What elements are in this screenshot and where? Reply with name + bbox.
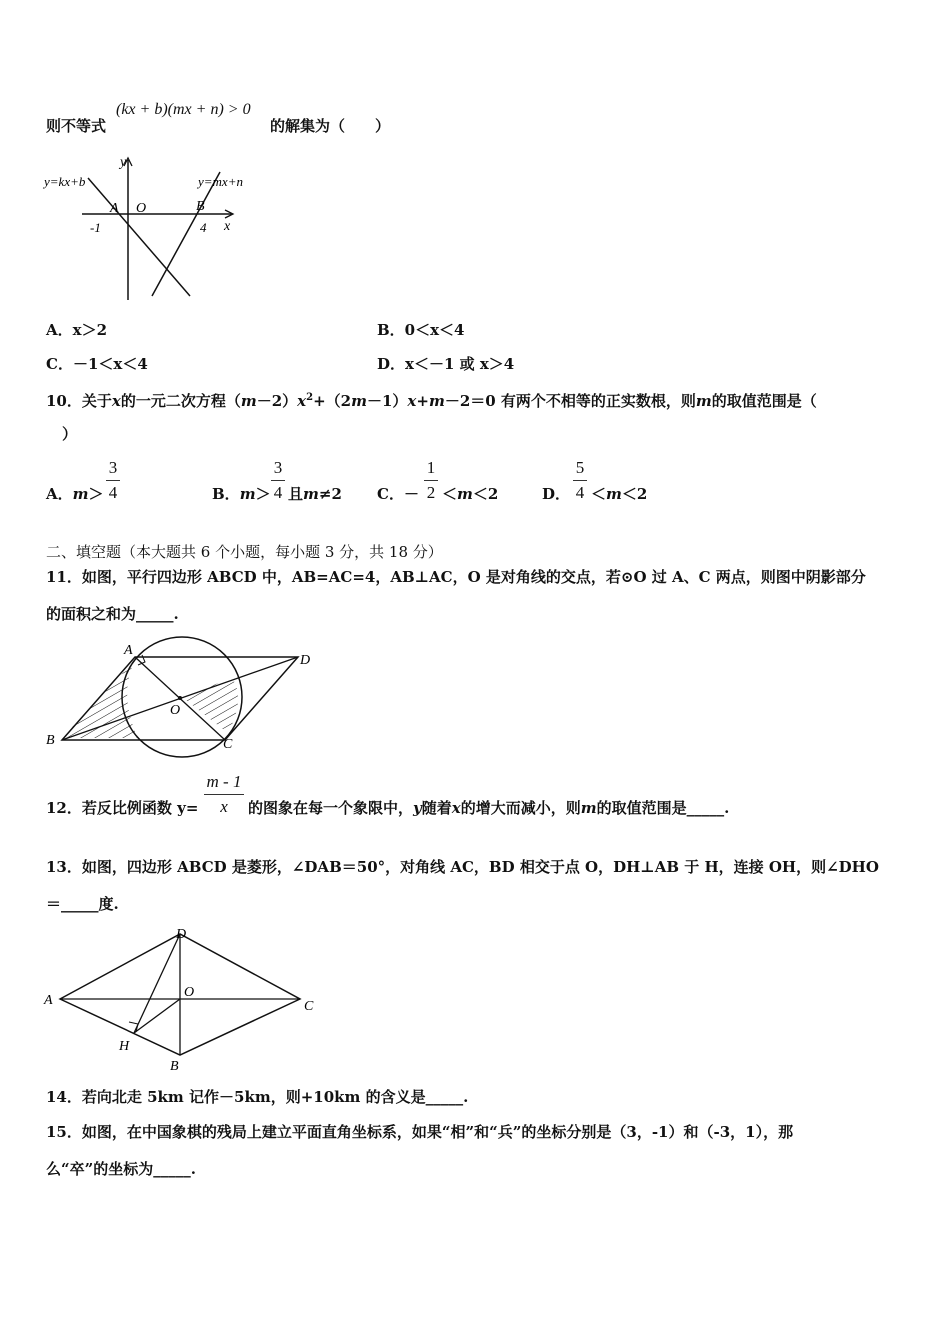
q10-option-a: A．m＞	[46, 485, 104, 503]
q10-option-b: B．m＞	[212, 485, 271, 503]
section2-title: 二、填空题（本大题共 6 个小题，每小题 3 分，共 18 分）	[46, 543, 443, 561]
q10-close: ）	[62, 425, 78, 443]
label-c: C	[223, 737, 233, 752]
q10-a-fraction: 3 4	[106, 458, 120, 503]
q13-line1: 13．如图，四边形 ABCD 是菱形，∠DAB＝50°，对角线 AC，BD 相交于点 O，DH⊥AB 于 H，连接 OH，则∠DHO	[46, 858, 879, 876]
line-kx-b	[88, 178, 190, 296]
q12-lead: 12．若反比例函数 y=	[46, 799, 199, 817]
origin-label: O	[136, 201, 147, 216]
label-d: D	[300, 653, 311, 668]
q9-tail: 的解集为（ ）	[270, 117, 391, 135]
label-d: D	[176, 927, 187, 942]
q11-figure	[40, 640, 330, 760]
line-mx-n	[152, 172, 220, 296]
x-axis-label: x	[224, 219, 231, 234]
q10-option-d: D．	[542, 485, 571, 503]
q9-option-a: A．x＞2	[46, 321, 108, 339]
q11-line2: 的面积之和为_____.	[46, 605, 179, 623]
shaded-right	[182, 678, 238, 733]
q10-b-fraction: 3 4	[271, 458, 285, 503]
label-a: A	[124, 643, 133, 658]
q10-c-fraction: 1 2	[424, 458, 438, 503]
q10-option-b-tail: 且m≠2	[288, 485, 342, 503]
q11-line1: 11．如图，平行四边形 ABCD 中，AB=AC=4，AB⊥AC，O 是对角线的交点，若⊙O 过 A、C 两点，则图中阴影部分	[46, 568, 866, 586]
y-axis-label: y	[120, 155, 127, 170]
center-point	[178, 696, 182, 700]
label-b: B	[46, 733, 55, 748]
label-h: H	[119, 1039, 130, 1054]
tick-4-label: 4	[200, 220, 207, 235]
tick-neg1-label: -1	[90, 220, 101, 235]
q9-lead: 则不等式	[46, 117, 107, 135]
label-o: O	[184, 985, 195, 1000]
q9-graph	[40, 150, 270, 310]
q12-tail: 的图象在每一个象限中，y随着x的增大而减小，则m的取值范围是_____.	[248, 799, 730, 817]
label-o: O	[170, 703, 181, 718]
q9-option-d: D．x＜－1 或 x＞4	[377, 355, 515, 373]
q9-formula: (kx + b)(mx + n) > 0	[116, 101, 251, 118]
segment-dh	[134, 934, 180, 1033]
label-a: A	[44, 993, 53, 1008]
q14-line1: 14．若向北走 5km 记作－5km，则+10km 的含义是_____.	[46, 1088, 469, 1106]
q9-option-c: C．－1＜x＜4	[46, 355, 148, 373]
label-b: B	[170, 1059, 179, 1074]
q10-option-c-tail: ＜m＜2	[442, 485, 499, 503]
line1-label: y=kx+b	[44, 174, 86, 189]
q10-option-d-tail: ＜m＜2	[591, 485, 648, 503]
q10-line1: 10．关于x的一元二次方程$(m-2)x^2+(2m-1)x+m-2=0$ 有两个不相等的正实数根，则m的取值范围是（	[46, 392, 817, 410]
q13-line2: ＝_____度.	[46, 895, 119, 913]
q15-line1: 15．如图，在中国象棋的残局上建立平面直角坐标系，如果“相”和“兵”的坐标分别是（3，-1）和（-3，1），那	[46, 1123, 794, 1141]
q10-d-fraction: 5 4	[573, 458, 587, 503]
label-c: C	[304, 999, 314, 1014]
point-b-label: B	[196, 199, 205, 214]
segment-oh	[134, 999, 180, 1033]
q10-option-c: C．－	[377, 485, 419, 503]
point-a-label: A	[110, 201, 119, 216]
q9-option-b: B．0＜x＜4	[377, 321, 465, 339]
q15-line2: 么“卒”的坐标为_____.	[46, 1160, 196, 1178]
line2-label: y=mx+n	[198, 174, 243, 189]
q13-figure	[40, 927, 330, 1074]
q12-fraction: m - 1 x	[204, 772, 244, 817]
